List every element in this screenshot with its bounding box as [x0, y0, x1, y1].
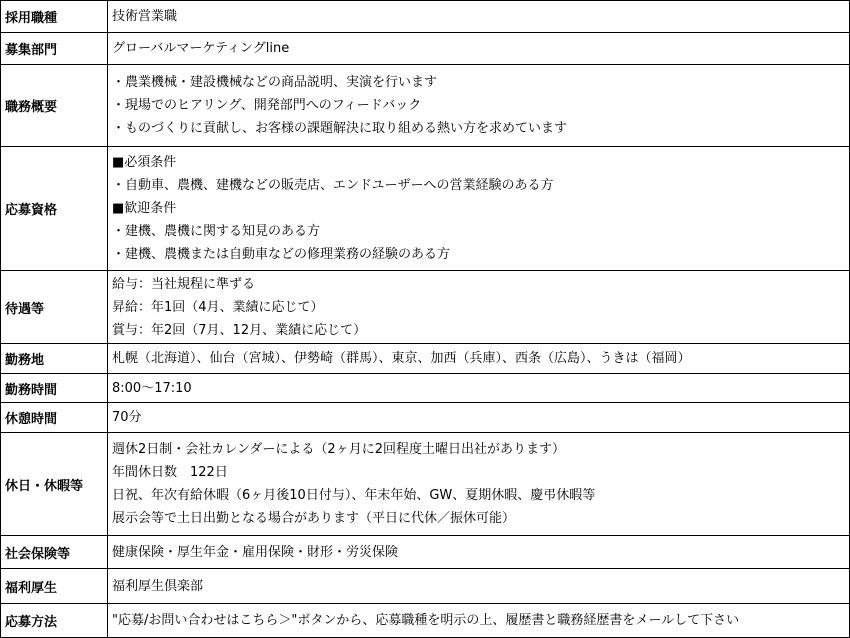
value-line: 8:00〜17:10 [112, 380, 192, 396]
value-line: グローバルマーケティングline [112, 41, 290, 56]
value-line: ■必須条件 [112, 155, 177, 170]
row-value [109, 569, 849, 603]
row-work-location [1, 344, 849, 374]
row-value [109, 536, 849, 568]
value-line: ■歓迎条件 [112, 201, 177, 216]
value-line: 賞与：年2回（7月、12月、業績に応じて） [112, 322, 367, 338]
value-line: 札幌（北海道）、仙台（宮城）、伊勢崎（群馬）、東京、加西（兵庫）、西条（広島）、うきは（福岡） [112, 351, 691, 366]
row-value [109, 403, 849, 432]
row-holidays [1, 433, 849, 536]
value-line: 技術営業職 [112, 9, 178, 24]
row-label: 社会保険等 [1, 536, 108, 568]
row-label: 職務概要 [1, 65, 108, 146]
row-value [109, 33, 849, 64]
row-label: 応募方法 [1, 604, 108, 637]
row-break-time [1, 403, 849, 433]
row-value [109, 271, 849, 343]
row-label: 勤務地 [1, 344, 108, 373]
row-value [109, 604, 849, 637]
row-benefits [1, 569, 849, 604]
value-line: 週休2日制・会社カレンダーによる（2ヶ月に2回程度土曜日出社があります） [112, 442, 565, 457]
row-qualifications [1, 147, 849, 271]
row-social-insurance [1, 536, 849, 569]
value-line: ・農業機械・建設機械などの商品説明、実演を行います [112, 75, 438, 90]
row-label: 応募資格 [1, 147, 108, 270]
row-label: 募集部門 [1, 33, 108, 64]
value-line: ・建機、農機に関する知見のある方 [112, 224, 321, 239]
value-line: "応募/お問い合わせはこちら＞"ボタンから、応募職種を明示の上、履歴書と職務経歴書をメールして下さい [112, 613, 740, 628]
row-compensation [1, 271, 849, 344]
value-line: 年間休日数 122日 [112, 465, 228, 480]
row-value [109, 65, 849, 146]
value-line: 健康保険・厚生年金・雇用保険・財形・労災保険 [112, 544, 399, 560]
value-line: ・現場でのヒアリング、開発部門へのフィードバック [112, 98, 422, 113]
row-application-method [1, 604, 849, 637]
row-job-summary [1, 65, 849, 147]
value-line: ・ものづくりに貢献し、お客様の課題解決に取り組める熱い方を求めています [112, 121, 568, 136]
row-job-type [1, 1, 849, 33]
row-label: 休日・休暇等 [1, 433, 108, 535]
row-work-hours [1, 374, 849, 403]
value-line: ・建機、農機または自動車などの修理業務の経験のある方 [112, 247, 451, 262]
row-value [109, 1, 849, 32]
row-value [109, 147, 849, 270]
row-value [109, 344, 849, 373]
row-value [109, 374, 849, 402]
value-line: 展示会等で土日出勤となる場合があります（平日に代休／振休可能） [112, 511, 516, 526]
row-label: 採用職種 [1, 1, 108, 32]
value-line: 70分 [112, 410, 142, 425]
row-label: 福利厚生 [1, 569, 108, 603]
value-line: 昇給：年1回（4月、業績に応じて） [112, 299, 324, 315]
row-label: 勤務時間 [1, 374, 108, 402]
value-line: ・自動車、農機、建機などの販売店、エンドユーザーへの営業経験のある方 [112, 178, 554, 193]
value-line: 福利厚生倶楽部 [112, 578, 204, 594]
row-label: 待遇等 [1, 271, 108, 343]
value-line: 日祝、年次有給休暇（6ヶ月後10日付与）、年末年始、GW、夏期休暇、慶弔休暇等 [112, 488, 596, 503]
row-label: 休憩時間 [1, 403, 108, 432]
row-value [109, 433, 849, 535]
value-line: 給与：当社規程に準ずる [112, 276, 256, 292]
row-department [1, 33, 849, 65]
